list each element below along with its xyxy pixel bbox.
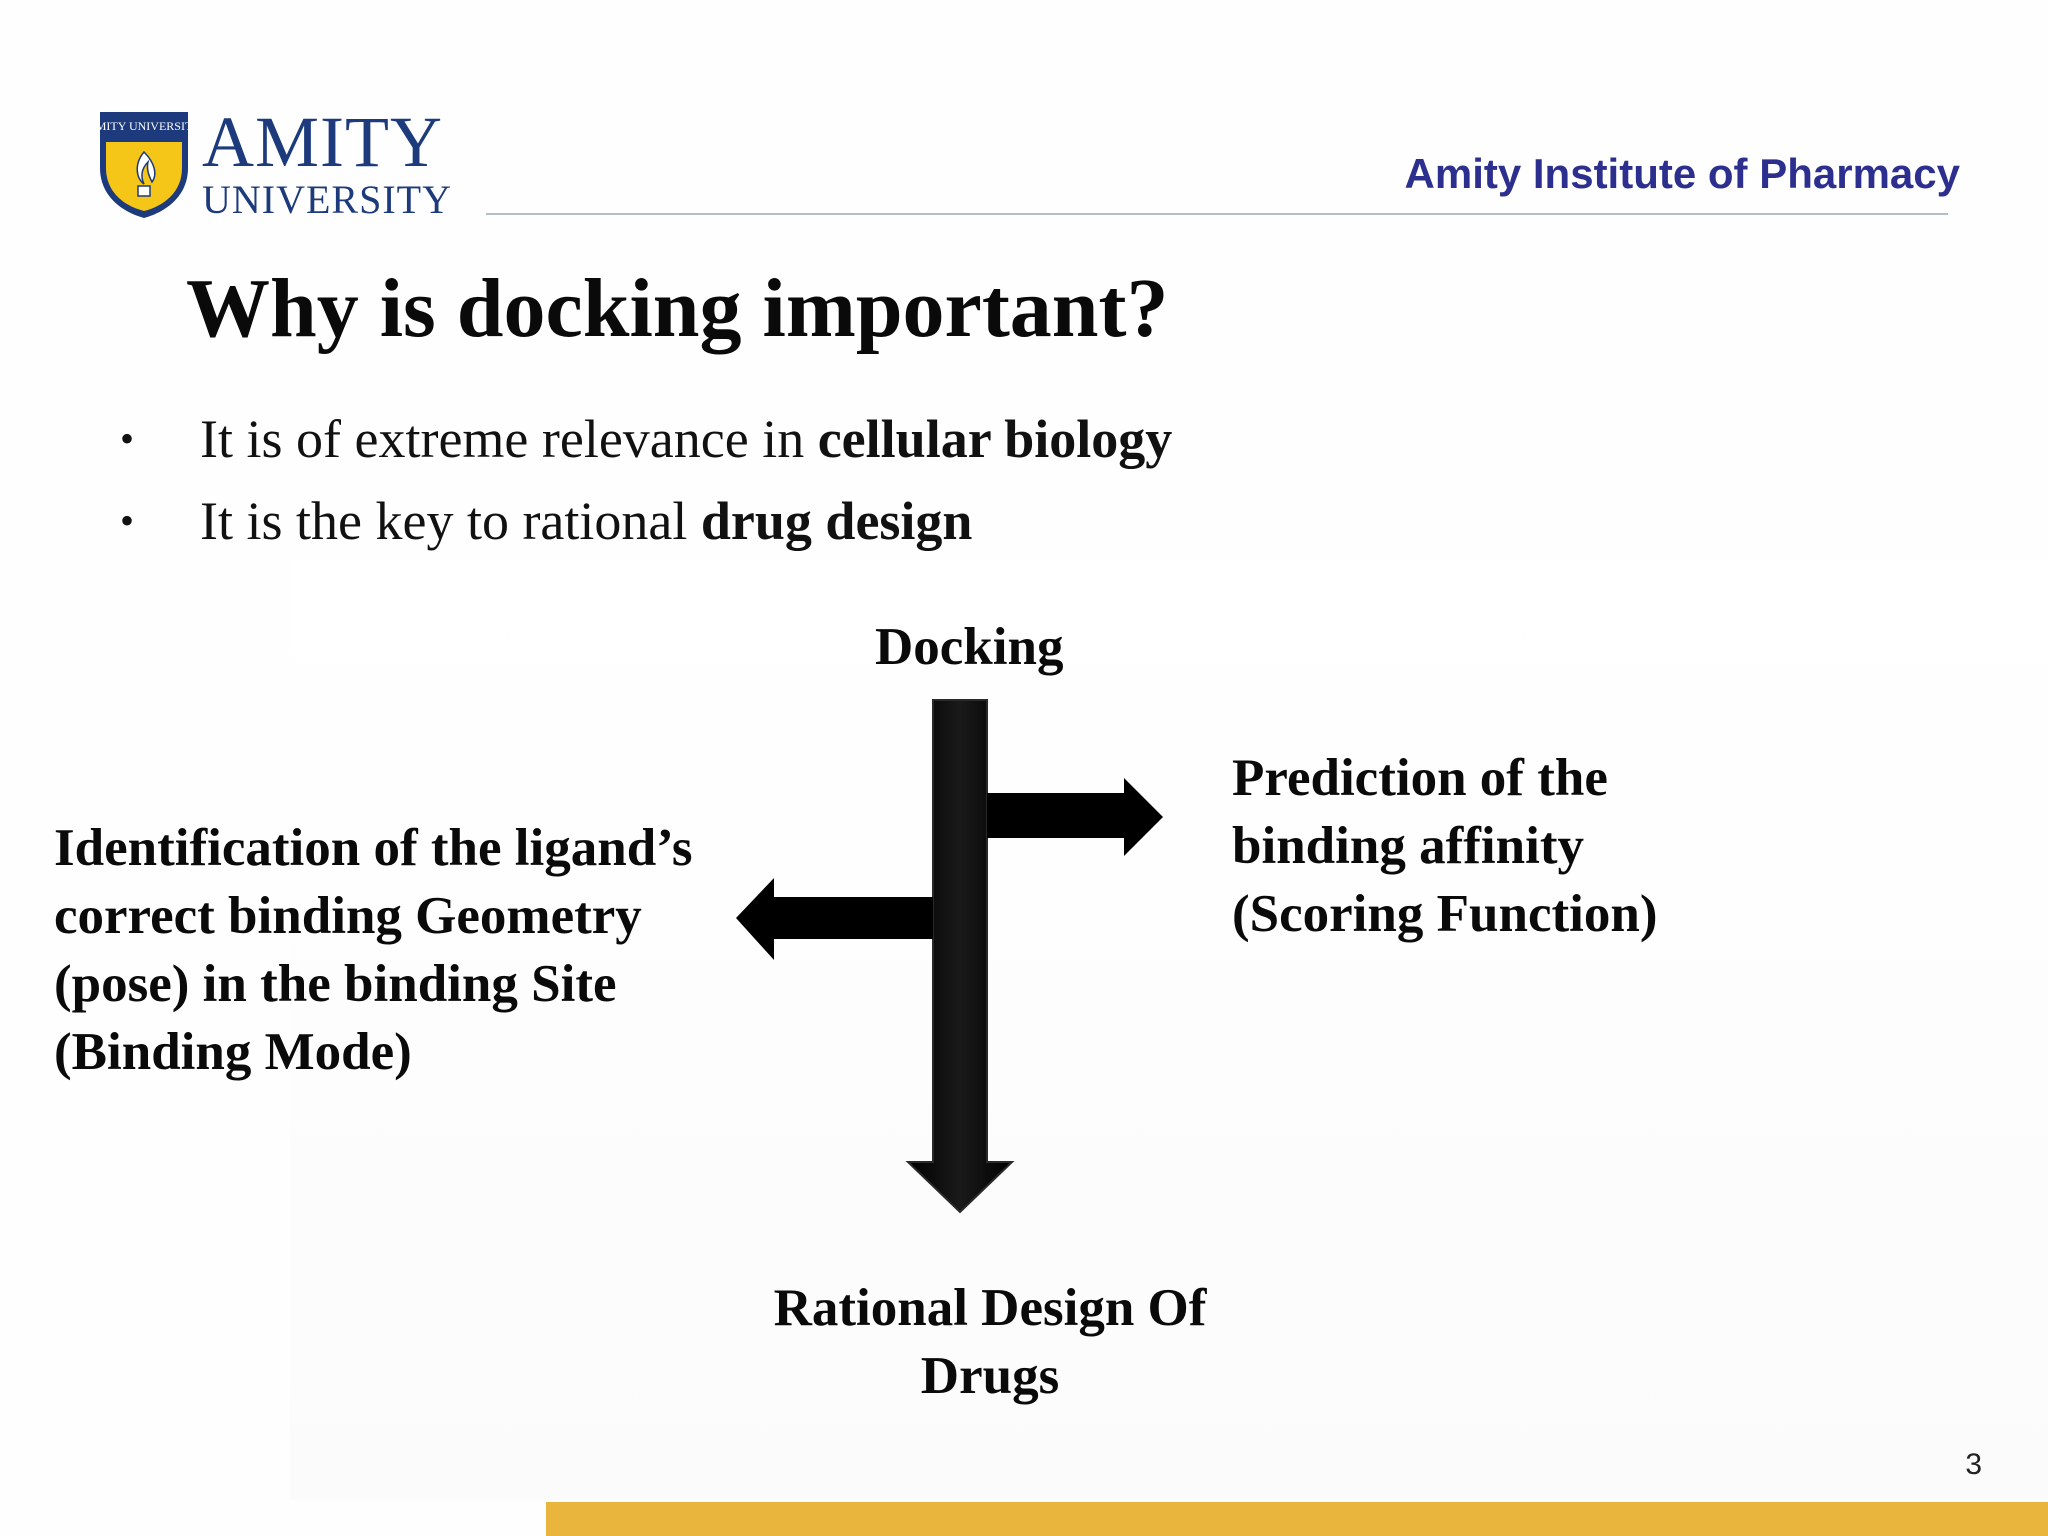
bullet-bold-text: cellular biology: [817, 409, 1173, 469]
bullet-dot: •: [120, 498, 135, 543]
node-line: Prediction of the: [1232, 749, 1608, 807]
node-line: correct binding Geometry: [54, 887, 642, 945]
arrow-right: [987, 778, 1163, 856]
shield-text: AMITY UNIVERSITY: [87, 119, 201, 133]
node-line: (Binding Mode): [54, 1023, 412, 1081]
bullet-dot: •: [120, 416, 135, 461]
institute-name: Amity Institute of Pharmacy: [1404, 150, 1960, 197]
node-binding-affinity: [1232, 744, 1792, 948]
slide-title: Why is docking important?: [186, 262, 1169, 355]
arrow-down: [908, 700, 1012, 1212]
node-binding-mode: [54, 814, 774, 1086]
node-rational-design: [740, 1274, 1240, 1410]
node-line: Rational Design Of: [773, 1279, 1207, 1337]
node-line: binding affinity: [1232, 817, 1584, 875]
node-docking: Docking: [875, 618, 1064, 676]
bullet-bold-text: drug design: [700, 491, 973, 551]
node-line: Drugs: [920, 1347, 1060, 1405]
node-line: Identification of the ligand’s: [54, 819, 693, 877]
bullet-text: It is the key to rational: [200, 491, 701, 551]
page-number: 3: [1965, 1448, 1982, 1481]
logo-word-university: UNIVERSITY: [202, 177, 452, 222]
node-line: (Scoring Function): [1232, 885, 1658, 943]
bullet-text: It is of extreme relevance in: [200, 409, 818, 469]
footer-bar: [546, 1502, 2048, 1536]
node-line: (pose) in the binding Site: [54, 955, 617, 1013]
logo-word-amity: AMITY: [202, 102, 443, 182]
